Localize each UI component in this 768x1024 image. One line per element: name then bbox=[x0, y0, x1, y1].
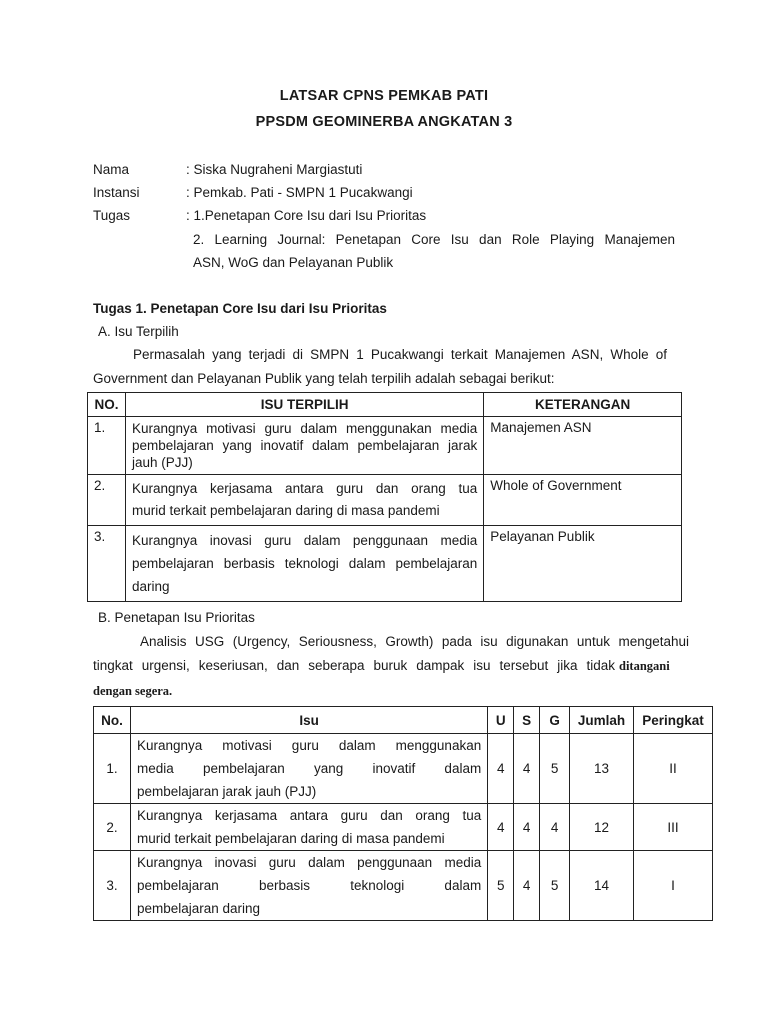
paragraph-b-line1: Analisis USG (Urgency, Seriousness, Growth) pada isu digunakan untuk mengetahui bbox=[140, 634, 689, 649]
table-row bbox=[94, 804, 713, 851]
doc-title-1: LATSAR CPNS PEMKAB PATI bbox=[279, 88, 489, 104]
col-header-peringkat: Peringkat bbox=[634, 707, 713, 734]
label-tugas: Tugas bbox=[93, 208, 131, 223]
row-s: 4 bbox=[514, 851, 540, 921]
row-jumlah: 13 bbox=[570, 734, 634, 804]
value-tugas-1: : 1.Penetapan Core Isu dari Isu Prioritas bbox=[186, 208, 427, 223]
row-keterangan: Whole of Government bbox=[484, 475, 682, 526]
paragraph-b-line3: dengan segera. bbox=[93, 684, 173, 698]
row-keterangan: Manajemen ASN bbox=[484, 417, 682, 475]
subheading-b: B. Penetapan Isu Prioritas bbox=[98, 610, 255, 625]
isu-terpilih-table bbox=[87, 392, 682, 602]
row-g: 4 bbox=[540, 804, 570, 851]
row-s: 4 bbox=[514, 734, 540, 804]
label-nama: Nama bbox=[93, 162, 130, 177]
row-g: 5 bbox=[540, 851, 570, 921]
table-row bbox=[94, 734, 713, 804]
row-jumlah: 14 bbox=[570, 851, 634, 921]
row-keterangan: Pelayanan Publik bbox=[484, 526, 682, 602]
row-s: 4 bbox=[514, 804, 540, 851]
col-header-no: NO. bbox=[88, 393, 126, 417]
row-no: 3. bbox=[88, 526, 126, 602]
col-header-s: S bbox=[514, 707, 540, 734]
value-tugas-2b: ASN, WoG dan Pelayanan Publik bbox=[193, 255, 394, 270]
table-row bbox=[94, 851, 713, 921]
col-header-keterangan: KETERANGAN bbox=[484, 393, 682, 417]
subheading-a: A. Isu Terpilih bbox=[98, 324, 179, 339]
paragraph-b-line2: tingkat urgensi, keseriusan, dan seberapa buruk dampak isu tersebut jika tidak ditangani bbox=[93, 658, 670, 673]
paragraph-a-line2: Government dan Pelayanan Publik yang telah terpilih adalah sebagai berikut: bbox=[93, 371, 555, 386]
col-header-isu-terpilih: ISU TERPILIH bbox=[125, 393, 483, 417]
table-row bbox=[88, 475, 682, 526]
col-header-u: U bbox=[488, 707, 514, 734]
col-header-isu: Isu bbox=[130, 707, 487, 734]
row-jumlah: 12 bbox=[570, 804, 634, 851]
paragraph-a-line1: Permasalah yang terjadi di SMPN 1 Pucakwangi terkait Manajemen ASN, Whole of bbox=[133, 347, 667, 362]
value-nama: : Siska Nugraheni Margiastuti bbox=[186, 162, 363, 177]
col-header-jumlah: Jumlah bbox=[570, 707, 634, 734]
row-u: 4 bbox=[488, 804, 514, 851]
row-isu: Kurangnya kerjasama antara guru dan orang tua murid terkait pembelajaran daring di masa pandemi bbox=[130, 804, 487, 851]
value-tugas-2a: 2. Learning Journal: Penetapan Core Isu dan Role Playing Manajemen bbox=[193, 232, 675, 247]
table-header-row bbox=[94, 707, 713, 734]
row-u: 5 bbox=[488, 851, 514, 921]
row-u: 4 bbox=[488, 734, 514, 804]
row-peringkat: III bbox=[634, 804, 713, 851]
row-no: 1. bbox=[88, 417, 126, 475]
table-header-row bbox=[88, 393, 682, 417]
row-isu: Kurangnya inovasi guru dalam penggunaan media pembelajaran berbasis teknologi dalam pembelajaran daring bbox=[125, 526, 483, 602]
section-heading-tugas1: Tugas 1. Penetapan Core Isu dari Isu Prioritas bbox=[93, 301, 387, 316]
row-no: 2. bbox=[94, 804, 131, 851]
row-peringkat: I bbox=[634, 851, 713, 921]
doc-title-2: PPSDM GEOMINERBA ANGKATAN 3 bbox=[255, 114, 513, 130]
row-peringkat: II bbox=[634, 734, 713, 804]
row-no: 3. bbox=[94, 851, 131, 921]
row-no: 2. bbox=[88, 475, 126, 526]
col-header-g: G bbox=[540, 707, 570, 734]
row-isu: Kurangnya kerjasama antara guru dan orang tua murid terkait pembelajaran daring di masa pandemi bbox=[125, 475, 483, 526]
col-header-no: No. bbox=[94, 707, 131, 734]
table-row bbox=[88, 417, 682, 475]
table-row bbox=[88, 526, 682, 602]
row-isu: Kurangnya motivasi guru dalam menggunakan media pembelajaran yang inovatif dalam pembelajaran jarak jauh (PJJ) bbox=[125, 417, 483, 475]
row-isu: Kurangnya motivasi guru dalam menggunakan media pembelajaran yang inovatif dalam pembelajaran jarak jauh (PJJ) bbox=[130, 734, 487, 804]
row-no: 1. bbox=[94, 734, 131, 804]
row-g: 5 bbox=[540, 734, 570, 804]
usg-table bbox=[93, 706, 713, 921]
label-instansi: Instansi bbox=[93, 185, 140, 200]
row-isu: Kurangnya inovasi guru dalam penggunaan media pembelajaran berbasis teknologi dalam pembelajaran daring bbox=[130, 851, 487, 921]
value-instansi: : Pemkab. Pati - SMPN 1 Pucakwangi bbox=[186, 185, 413, 200]
